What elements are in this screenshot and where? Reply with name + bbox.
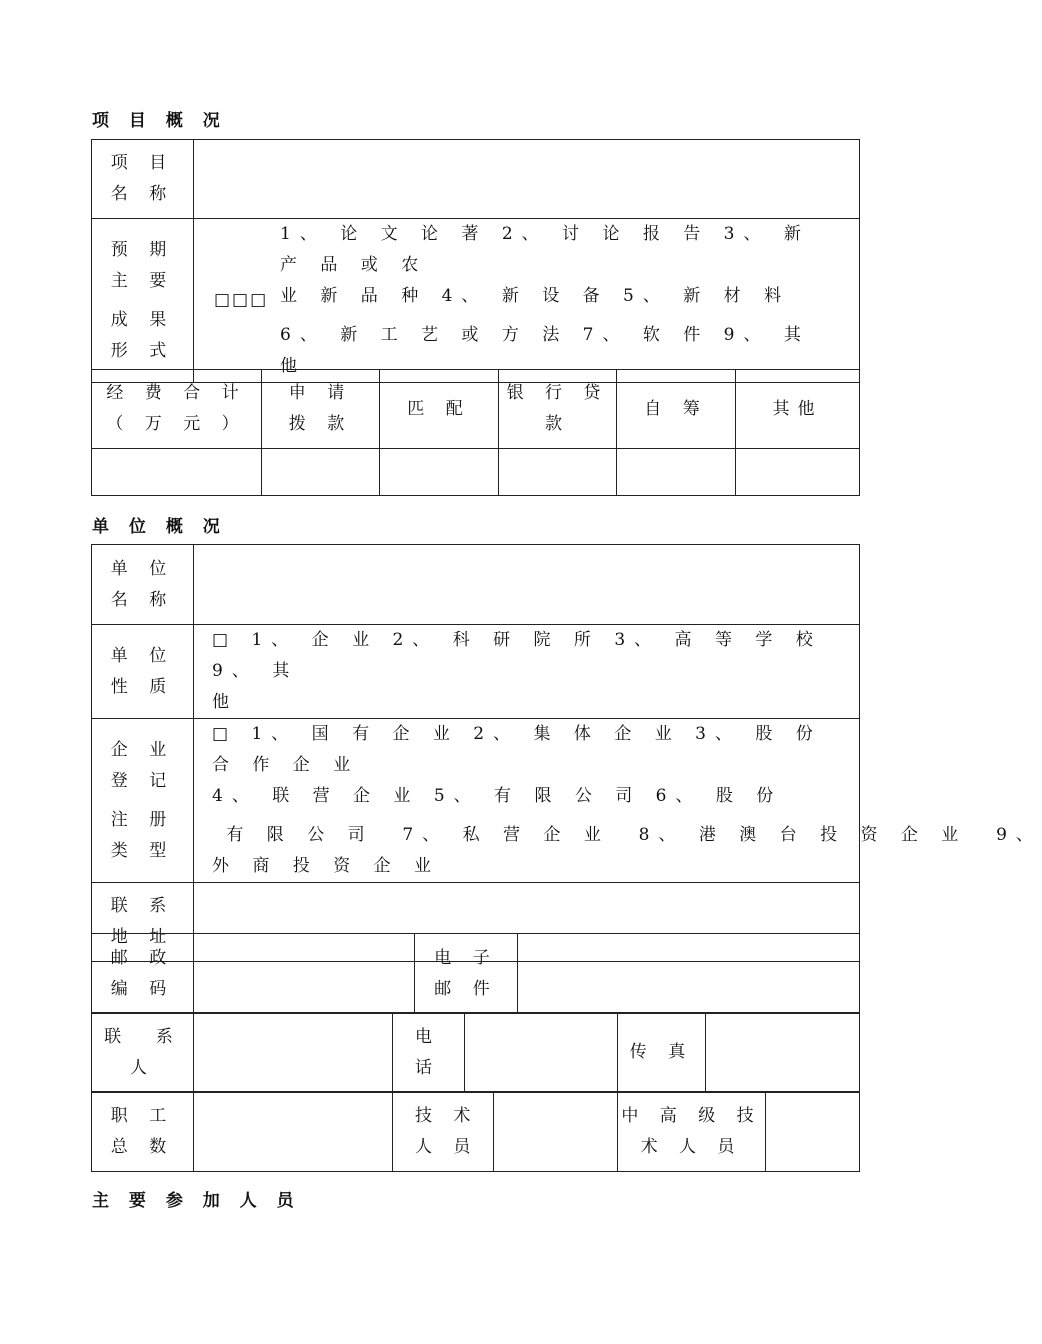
label-line: 注 册 [110, 809, 175, 830]
section-title-project: 项 目 概 况 [92, 111, 227, 131]
funding-loan-header [499, 370, 617, 449]
postcode-field[interactable] [194, 934, 415, 1014]
unit-nature-label [92, 625, 194, 719]
nature-option-line: 他 [212, 692, 238, 712]
label-line: 性 质 [110, 676, 175, 697]
label-line: 银 行 贷 [506, 383, 609, 403]
total-staff-label [92, 1092, 194, 1172]
label-line: 申 请 [288, 383, 353, 403]
label-line: 人 [130, 1057, 155, 1078]
registration-type-label [92, 719, 194, 883]
postcode-email-table [91, 933, 860, 1014]
label-line: 主 要 [110, 270, 175, 291]
contact-person-label [92, 1013, 194, 1093]
registration-option-line: 外 商 投 资 企 业 [212, 856, 441, 876]
registration-option-line: 有 限 公 司 7、 私 营 企 业 8、 港 澳 台 投 资 企 业 9、 [212, 825, 1042, 845]
label-line: 技 术 [415, 1105, 479, 1126]
label-line: 地 址 [110, 927, 175, 947]
project-table [91, 139, 860, 383]
label-line: 电 [415, 1026, 440, 1047]
section-title-people: 主 要 参 加 人 员 [92, 1191, 301, 1211]
label-line: 话 [415, 1057, 440, 1078]
outcome-option-line: 6、 新 工 艺 或 方 法 7、 软 件 9、 其 他 [280, 325, 810, 376]
label-line: （ 万 元 ） [106, 414, 247, 434]
funding-apply-header [262, 370, 380, 449]
label-line: 总 数 [110, 1136, 175, 1157]
registration-option-line: □ 1、 国 有 企 业 2、 集 体 企 业 3、 股 份 合 作 企 业 [212, 724, 822, 775]
section-title-unit: 单 位 概 况 [92, 517, 227, 537]
label-line: 人 员 [415, 1136, 479, 1157]
label-line: 名 称 [110, 184, 175, 204]
nature-option-line: □ 1、 企 业 2、 科 研 院 所 3、 高 等 学 校 9、 其 [212, 630, 822, 681]
funding-other-field[interactable] [736, 449, 860, 496]
outcome-option-line: 业 新 品 种 4、 新 设 备 5、 新 材 料 [280, 286, 791, 306]
outcome-checkboxes[interactable]: □□□ [214, 290, 269, 310]
funding-apply-field[interactable] [262, 449, 380, 496]
tech-staff-label [393, 1092, 494, 1172]
label-line: 登 记 [110, 770, 175, 791]
label-line: 术 人 员 [640, 1136, 743, 1157]
registration-option-line: 4、 联 营 企 业 5、 有 限 公 司 6、 股 份 [212, 786, 783, 806]
fax-label: 传 真 [618, 1013, 706, 1093]
label-line: 预 期 [110, 239, 175, 260]
label-line: 联 系 [110, 896, 175, 916]
senior-tech-staff-field[interactable] [766, 1092, 860, 1172]
unit-table [91, 544, 1042, 962]
phone-field[interactable] [465, 1013, 618, 1093]
outcome-label [92, 219, 194, 383]
label-line: 中 高 级 技 [621, 1105, 762, 1126]
funding-table [91, 369, 860, 496]
fax-field[interactable] [706, 1013, 860, 1093]
funding-other-header: 其他 [736, 370, 860, 449]
funding-loan-field[interactable] [499, 449, 617, 496]
staff-table [91, 1091, 860, 1172]
label-line: 款 [545, 414, 570, 434]
funding-match-field[interactable] [380, 449, 499, 496]
label-line: 联 系 [104, 1026, 181, 1047]
funding-total-header [92, 370, 262, 449]
label-line: 邮 政 [110, 947, 175, 968]
tech-staff-field[interactable] [494, 1092, 618, 1172]
label-line: 名 称 [110, 589, 175, 610]
project-name-field[interactable] [194, 140, 860, 219]
label-line: 单 位 [110, 645, 175, 666]
unit-name-label [92, 545, 194, 625]
label-line: 电 子 [434, 947, 498, 968]
label-line: 形 式 [110, 340, 175, 361]
senior-tech-staff-label [618, 1092, 766, 1172]
label-line: 邮 件 [434, 978, 498, 999]
contact-table [91, 1012, 860, 1093]
funding-total-field[interactable] [92, 449, 262, 496]
total-staff-field[interactable] [194, 1092, 393, 1172]
label-line: 拨 款 [288, 414, 353, 434]
contact-person-field[interactable] [194, 1013, 393, 1093]
project-name-label [92, 140, 194, 219]
label-line: 成 果 [110, 309, 175, 330]
label-line: 类 型 [110, 840, 175, 861]
registration-type-field[interactable] [194, 719, 1042, 883]
funding-match-header: 匹 配 [380, 370, 499, 449]
label-line: 编 码 [110, 978, 175, 999]
postcode-label [92, 934, 194, 1014]
outcome-option-line: 1、 论 文 论 著 2、 讨 论 报 告 3、 新 产 品 或 农 [280, 224, 810, 275]
outcome-field[interactable] [194, 219, 860, 383]
phone-label [393, 1013, 465, 1093]
label-line: 企 业 [110, 739, 175, 760]
unit-nature-field[interactable] [194, 625, 860, 719]
email-label [415, 934, 518, 1014]
unit-name-field[interactable] [194, 545, 860, 625]
funding-self-header: 自 筹 [617, 370, 736, 449]
label-line: 职 工 [110, 1105, 175, 1126]
label-line: 经 费 合 计 [106, 383, 247, 403]
funding-self-field[interactable] [617, 449, 736, 496]
label-line: 项 目 [110, 153, 175, 173]
label-line: 单 位 [110, 558, 175, 579]
email-field[interactable] [518, 934, 860, 1014]
